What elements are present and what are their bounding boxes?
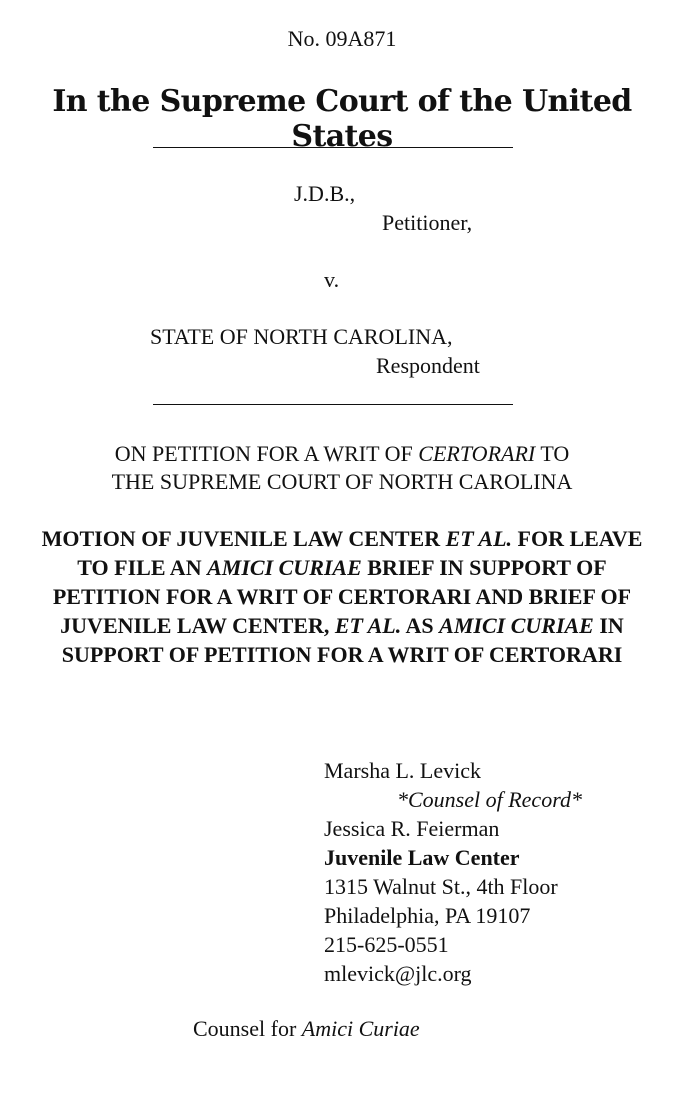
counsel-name-primary: Marsha L. Levick [324,758,481,783]
counsel-block [324,756,582,988]
counsel-for-amici: Amici Curiae [301,1016,420,1041]
motion-text-1: MOTION OF JUVENILE LAW CENTER [41,526,446,551]
motion-text-3: BRIEF IN SUPPORT OF PETITION FOR A WRIT OF CERTORARI AND BRIEF OF JUVENILE LAW CENTER, [52,555,632,638]
motion-text-5: IN SUPPORT OF PETITION FOR A WRIT OF CERTORARI [61,613,624,667]
divider-bottom [153,404,513,405]
petitioner-name: J.D.B., [294,181,356,206]
motion-italic-2: AMICI CURIAE [207,555,362,580]
counsel-for-line [193,1016,420,1042]
motion-italic-1: ET AL. [445,526,513,551]
motion-text-4: AS [401,613,440,638]
divider-top [153,147,513,148]
writ-line2: THE SUPREME COURT OF NORTH CAROLINA [111,469,573,494]
motion-italic-4: AMICI CURIAE [439,613,594,638]
writ-certorari: CERTORARI [418,441,536,466]
versus: v. [324,267,340,292]
petitioner-role: Petitioner, [382,210,473,235]
motion-italic-3: ET AL. [334,613,402,638]
court-caption: In the Supreme Court of the United States [52,84,632,154]
counsel-name-secondary: Jessica R. Feierman [324,816,500,841]
respondent-name: STATE OF NORTH CAROLINA, [150,324,453,349]
counsel-phone: 215-625-0551 [324,932,449,957]
counsel-for-prefix: Counsel for [193,1016,302,1041]
motion-title [0,524,684,669]
counsel-organization: Juvenile Law Center [324,845,520,870]
counsel-street: 1315 Walnut St., 4th Floor [324,874,558,899]
docket-number: No. 09A871 [287,26,397,51]
writ-line1-end: TO [535,441,570,466]
counsel-city: Philadelphia, PA 19107 [324,903,531,928]
motion-text-2: FOR LEAVE TO FILE AN [77,526,643,580]
counsel-of-record-note: *Counsel of Record* [397,787,582,812]
respondent-role: Respondent [376,353,480,378]
writ-line1-text: ON PETITION FOR A WRIT OF [114,441,419,466]
writ-heading [0,440,684,496]
counsel-email: mlevick@jlc.org [324,961,472,986]
